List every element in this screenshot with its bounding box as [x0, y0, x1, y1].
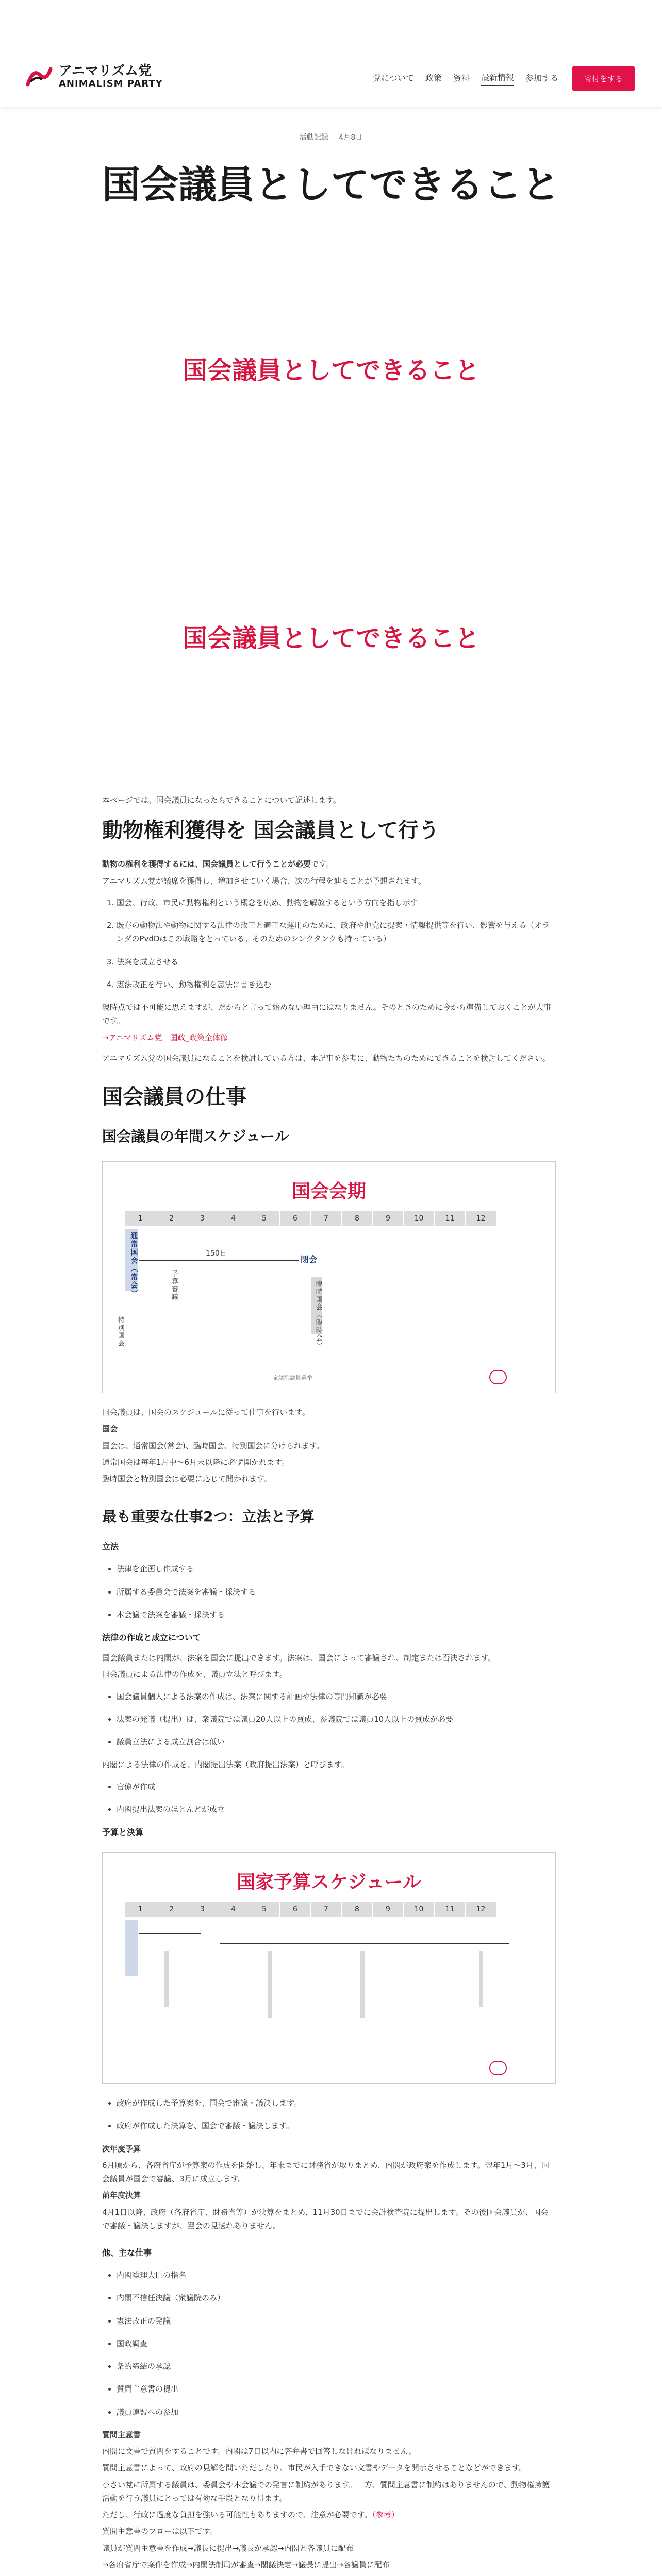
legislation-list	[117, 1562, 556, 1621]
subheading-law-process: 法律の作成と成立について	[102, 1633, 201, 1642]
ordinary-session-bar	[125, 1920, 138, 1976]
written-question-p2: 質問主意書によって、政府の見解を問いただしたり、市民が入手できない文書やデータを開示させることなどができます。	[102, 2463, 527, 2473]
rights-lead-rest: です。	[311, 859, 334, 869]
month-label: 6	[280, 1902, 311, 1917]
month-label: 8	[342, 1211, 373, 1226]
law-process-p1: 国会議員または内閣が、法案を国会に提出できます。法案は、国会によって審議され、制定または否決されます。	[102, 1653, 496, 1663]
month-label: 5	[249, 1902, 280, 1917]
post-category[interactable]: 活動記録	[299, 133, 328, 142]
hero-banner-2: 国会議員としてできること	[182, 624, 479, 653]
month-label: 12	[466, 1902, 496, 1917]
post-meta	[0, 132, 662, 142]
post-date: 4月8日	[339, 133, 363, 142]
month-label: 4	[218, 1902, 249, 1917]
subheading-other-work: 他、主な仕事	[102, 2248, 152, 2258]
prev-year-settlement-text: 4月1日以降、政府（各府省庁、財務省等）が決算をまとめ、11月30日までに会計検査院に提出します。その後国会議員が、国会で審議・議決しますが、翌会の見送れありません。	[102, 2207, 549, 2230]
other-work-item: • 憲法改正の発議	[117, 2314, 556, 2328]
other-work-item: • 国政調査	[117, 2337, 556, 2350]
legislation-item: • 法律を企画し作成する	[117, 1562, 556, 1575]
rights-p4: アニマリズム党の国会議員になることを検討している方は、本記事を参考に、動物たちのためにできることを検討してください。	[102, 1053, 550, 1063]
nav-item-news[interactable]: 最新情報	[481, 71, 514, 86]
settlement-bar	[268, 1951, 272, 2018]
main-nav	[361, 66, 635, 91]
nav-item-join[interactable]: 参加する	[525, 73, 558, 83]
hero-banner-1: 国会議員としてできること	[182, 356, 479, 385]
budget-schedule-figure	[102, 1852, 556, 2084]
subheading-legislation: 立法	[102, 1541, 119, 1552]
other-work-item: • 質問主意書の提出	[117, 2382, 556, 2396]
month-label: 2	[156, 1902, 187, 1917]
reference-link[interactable]: （参考）	[372, 2510, 400, 2519]
heart-logo-icon	[489, 2061, 507, 2075]
month-label: 4	[218, 1211, 249, 1226]
month-axis	[125, 1902, 496, 1917]
logo-text-jp: アニマリズム党	[59, 63, 152, 79]
month-axis	[125, 1211, 496, 1226]
site-header	[0, 0, 662, 107]
month-label: 9	[373, 1902, 404, 1917]
budget-review-label: 予算審議	[170, 1270, 178, 1301]
nav-item-resources[interactable]: 資料	[453, 73, 470, 83]
other-work-list	[117, 2268, 556, 2419]
page-title: 国会議員としてできること	[102, 163, 560, 207]
next-year-budget-heading: 次年度予算	[102, 2144, 141, 2154]
figure-title: 国家予算スケジュール	[237, 1871, 421, 1893]
figure-title: 国会会期	[291, 1180, 366, 1202]
month-label: 10	[404, 1211, 435, 1226]
section-heading-rights: 動物権利獲得を 国会議員として行う	[102, 819, 439, 843]
written-question-p4	[102, 2508, 556, 2521]
month-label: 2	[156, 1211, 187, 1226]
rights-steps-list	[117, 896, 556, 991]
cabinet-draft-bar	[479, 1951, 483, 2007]
month-label: 9	[373, 1211, 404, 1226]
law-process-p2: 国会議員による法律の作成を、議員立法と呼びます。	[102, 1670, 287, 1680]
written-question-p4-text: ただし、行政に過度な負担を強いる可能性もありますので、注意が必要です。	[102, 2510, 372, 2519]
extraordinary-session-label: 臨時国会（臨時会）	[314, 1280, 322, 1350]
month-label: 3	[187, 1902, 218, 1917]
question-flow-2: →各府省庁で案件を作成→内閣法制局が審査→閣議決定→議長に提出→各議員に配布	[102, 2560, 390, 2569]
rights-step: 4. 憲法改正を行い、動物権利を憲法に書き込む	[117, 978, 556, 991]
budget-item: • 政府が作成した予算案を、国会で審議・議決します。	[117, 2096, 556, 2110]
diet-body-1: 国会は、通常国会(常会)、臨時国会、特別国会に分けられます。	[102, 1440, 324, 1450]
legislation-item: • 本会議で法案を審議・採決する	[117, 1608, 556, 1621]
month-label: 7	[311, 1902, 342, 1917]
month-label: 12	[466, 1211, 496, 1226]
intro-text: 本ページでは、国会議員になったらできることについて記述します。	[102, 795, 341, 805]
heart-logo-icon	[489, 1370, 507, 1384]
month-label: 5	[249, 1211, 280, 1226]
diet-session-figure	[102, 1161, 556, 1393]
fiscal-year-line	[220, 1943, 509, 1944]
other-work-item: • 内閣総理大臣の指名	[117, 2268, 556, 2282]
member-bill-item: • 議員立法による成立割合は低い	[117, 1735, 556, 1749]
budget-review-line	[139, 1933, 201, 1934]
rights-lead-bold: 動物の権利を獲得するには、国会議員として行うことが必要	[102, 859, 311, 869]
written-question-p1: 内閣に文書で質問をすることです。内閣は7日以内に答弁書で回答しなければなりません。	[102, 2447, 417, 2456]
party-logo[interactable]	[26, 64, 163, 89]
audit-bar	[360, 1951, 365, 2018]
nav-item-policy[interactable]: 政策	[425, 73, 442, 83]
budget-item: • 政府が作成した決算を、国会で審議・議決します。	[117, 2119, 556, 2132]
budget-bar	[164, 1951, 169, 2007]
special-session-label: 特別国会	[116, 1316, 124, 1347]
month-label: 1	[125, 1902, 156, 1917]
diet-heading: 国会	[102, 1424, 118, 1434]
rights-step: 2. 既存の動物法や動物に関する法律の改正と適正な運用のために、政府や他党に提案・情報提供等を行い、影響を与える（オランダのPvdDはこの戦略をとっている。そのためのシンクタンクも持っている）	[117, 919, 556, 946]
article-body	[102, 793, 556, 2576]
member-bill-item: • 法案の発議（提出）は、衆議院では議員20人以上の賛成、参議院では議員10人以上の賛成が必要	[117, 1713, 556, 1726]
month-label: 7	[311, 1211, 342, 1226]
nav-item-about[interactable]: 党について	[373, 73, 414, 83]
rights-p3: 現時点では不可能に思えますが、だからと言って始めない理由にはなりません。そのときのために今から準備しておくことが大事です。	[102, 1003, 551, 1026]
election-label: 衆議院議員選挙	[273, 1375, 312, 1381]
budget-list	[117, 2096, 556, 2133]
logo-mark-icon	[26, 66, 53, 87]
subheading-annual-schedule: 国会議員の年間スケジュール	[102, 1128, 289, 1145]
prev-year-settlement-heading: 前年度決算	[102, 2191, 141, 2200]
rights-lead	[102, 857, 556, 871]
month-label: 1	[125, 1211, 156, 1226]
written-question-p3: 小さい党に所属する議員は、委員会や本会議での発言に制約があります。一方、質問主意書に制約はありませんので、動物権擁護活動を行う議員にとっては有効な手段となり得ます。	[102, 2480, 550, 2503]
rights-step: 3. 法案を成立させる	[117, 955, 556, 969]
diet-body-3: 臨時国会と特別国会は必要に応じて開かれます。	[102, 1474, 272, 1483]
month-label: 10	[404, 1902, 435, 1917]
month-label: 8	[342, 1902, 373, 1917]
section-heading-legislation-budget: 最も重要な仕事2つ：立法と予算	[102, 1508, 315, 1526]
cabinet-bill-list	[117, 1780, 556, 1817]
member-bill-item: • 国会議員個人による法案の作成は、法案に関する計画や法律の専門知識が必要	[117, 1690, 556, 1703]
policy-overview-link[interactable]: →アニマリズム党 国政_政策全体像	[102, 1032, 228, 1042]
month-label: 6	[280, 1211, 311, 1226]
diet-body-2: 通常国会は毎年1月中〜6月末以降に必ず開かれます。	[102, 1457, 289, 1467]
session-days-label: 150日	[206, 1249, 227, 1258]
other-work-item: • 議員連盟への参加	[117, 2405, 556, 2419]
schedule-intro: 国会議員は、国会のスケジュールに従って仕事を行います。	[102, 1408, 310, 1417]
rights-step: 1. 国会、行政、市民に動物権利という概念を広め、動物を解放するという方向を指し示す	[117, 896, 556, 909]
written-question-heading: 質問主意書	[102, 2430, 141, 2439]
question-flow-heading: 質問主意書のフローは以下です。	[102, 2527, 218, 2536]
donate-button[interactable]: 寄付をする	[572, 66, 635, 91]
cabinet-bill-item: • 官僚が作成	[117, 1780, 556, 1793]
question-flow-1: 議員が質問主意書を作成→議長に提出→議長が承認→内閣と各議員に配布	[102, 2543, 354, 2553]
legislation-item: • 所属する委員会で法案を審議・採決する	[117, 1585, 556, 1599]
section-heading-work: 国会議員の仕事	[102, 1085, 246, 1109]
closing-label: 閉会	[301, 1255, 318, 1264]
rights-p2: アニマリズム党が議席を獲得し、増加させていく場合、次の行程を辿ることが予想されます。	[102, 876, 426, 886]
month-label: 11	[435, 1211, 466, 1226]
member-bill-list	[117, 1690, 556, 1749]
ordinary-session-label: 通常国会（常会）	[129, 1232, 138, 1298]
other-work-item: • 条約締結の承認	[117, 2360, 556, 2373]
subheading-budget: 予算と決算	[102, 1827, 144, 1837]
next-year-budget-text: 6月頃から、各府省庁が予算案の作成を開始し、年末までに財務省が取りまとめ、内閣が政府案を作成します。翌年1月〜3月、国会議員が国会で審議、3月に成立します。	[102, 2160, 549, 2183]
other-work-item: • 内閣不信任決議（衆議院のみ）	[117, 2291, 556, 2304]
logo-text-en: ANIMALISM PARTY	[59, 78, 163, 89]
month-label: 3	[187, 1211, 218, 1226]
month-label: 11	[435, 1902, 466, 1917]
cabinet-bill-text: 内閣による法律の作成を、内閣提出法案（政府提出法案）と呼びます。	[102, 1760, 349, 1770]
cabinet-bill-item: • 内閣提出法案のほとんどが成立	[117, 1803, 556, 1816]
